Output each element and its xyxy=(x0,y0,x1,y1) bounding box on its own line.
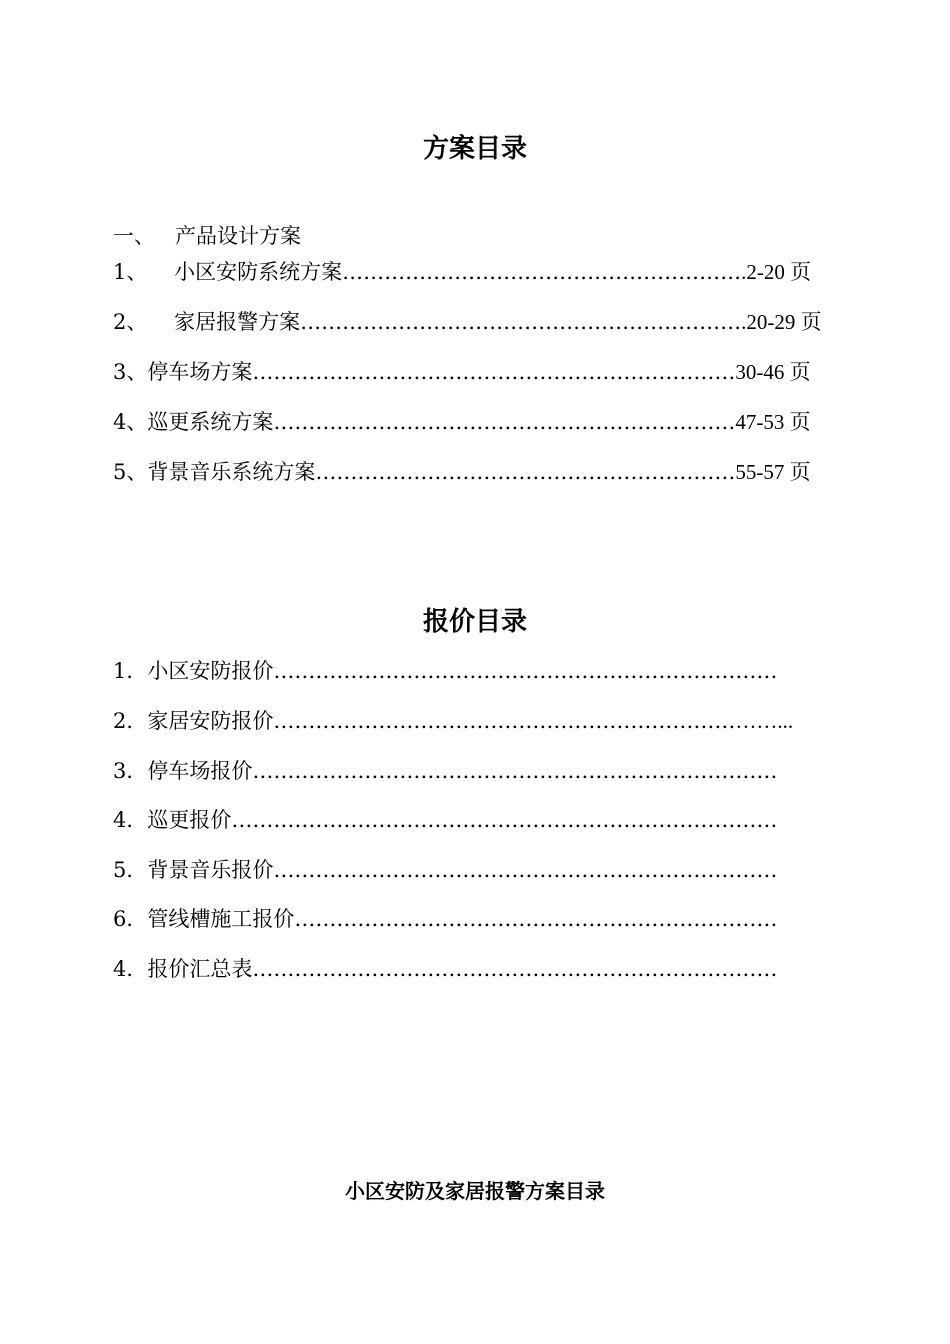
entry-page-range: 30-46 页 xyxy=(735,360,811,384)
entry-label: 停车场报价 xyxy=(147,759,253,783)
entry-number: 4． xyxy=(113,808,148,832)
entry-number: 5． xyxy=(113,858,148,882)
entry-number: 1、 xyxy=(113,260,148,284)
plan-toc-entry[interactable] xyxy=(113,358,811,386)
entry-label: 背景音乐系统方案 xyxy=(147,460,316,484)
entry-leader-dots: ………………………………………………………… xyxy=(273,709,736,733)
entry-label: 小区安防系统方案 xyxy=(174,260,343,284)
entry-leader-dots: ………………………………………………………………… xyxy=(252,759,778,783)
quote-toc-entry[interactable] xyxy=(113,707,793,735)
entry-leader-tail: ……... xyxy=(735,709,794,733)
entry-page-range: .2-20 页 xyxy=(741,260,812,284)
plan-toc-entry[interactable] xyxy=(113,408,811,436)
section-number: 一、 xyxy=(113,224,155,248)
entry-label: 小区安防报价 xyxy=(147,659,274,683)
entry-number: 1． xyxy=(113,659,148,683)
entry-number: 3、 xyxy=(113,360,148,384)
entry-page-range: 47-53 页 xyxy=(735,410,811,434)
quote-toc-entry[interactable] xyxy=(113,955,777,983)
section-label: 产品设计方案 xyxy=(175,224,302,248)
entry-label: 背景音乐报价 xyxy=(147,858,274,882)
entry-label: 报价汇总表 xyxy=(147,957,253,981)
entry-number: 2、 xyxy=(113,310,148,334)
quote-toc-entry[interactable] xyxy=(113,757,777,785)
entry-leader-dots: ………………………………………………………………… xyxy=(252,957,778,981)
entry-label: 家居报警方案 xyxy=(174,310,301,334)
entry-label: 巡更报价 xyxy=(147,808,232,832)
entry-leader-dots: ……………………………………………………………… xyxy=(273,858,778,882)
entry-number: 4、 xyxy=(113,410,148,434)
entry-number: 3． xyxy=(113,759,148,783)
plan-toc-title: 方案目录 xyxy=(422,134,527,164)
quote-toc-title: 报价目录 xyxy=(422,607,527,637)
entry-leader-dots: …………………………………………………………… xyxy=(294,907,778,931)
entry-number: 2． xyxy=(113,709,148,733)
entry-label: 家居安防报价 xyxy=(147,709,274,733)
entry-page-range: .20-29 页 xyxy=(741,310,822,334)
quote-toc-entry[interactable] xyxy=(113,856,777,884)
plan-toc-entry[interactable] xyxy=(113,308,822,336)
plan-toc-entry[interactable] xyxy=(113,458,811,486)
entry-label: 巡更系统方案 xyxy=(147,410,274,434)
entry-leader-dots: ………………………………………………………… xyxy=(273,410,736,434)
plan-toc-entry[interactable] xyxy=(113,258,811,286)
entry-leader-dots: ……………………………………………………… xyxy=(300,310,742,334)
entry-number: 5、 xyxy=(113,460,148,484)
plan-toc-section-heading xyxy=(113,222,301,250)
quote-toc-entry[interactable] xyxy=(113,905,777,933)
entry-label: 管线槽施工报价 xyxy=(147,907,295,931)
footer-title: 小区安防及家居报警方案目录 xyxy=(345,1179,605,1203)
quote-toc-entry[interactable] xyxy=(113,657,777,685)
entry-leader-dots: ………………………………………………… xyxy=(342,260,742,284)
entry-number: 4． xyxy=(113,957,148,981)
quote-toc-entry[interactable] xyxy=(113,806,777,834)
entry-leader-dots: …………………………………………………………………… xyxy=(231,808,778,832)
entry-leader-dots: …………………………………………………………… xyxy=(252,360,736,384)
entry-label: 停车场方案 xyxy=(147,360,253,384)
entry-page-range: 55-57 页 xyxy=(735,460,811,484)
entry-leader-dots: ……………………………………………………………… xyxy=(273,659,778,683)
entry-number: 6． xyxy=(113,907,148,931)
entry-leader-dots: …………………………………………………… xyxy=(315,460,736,484)
